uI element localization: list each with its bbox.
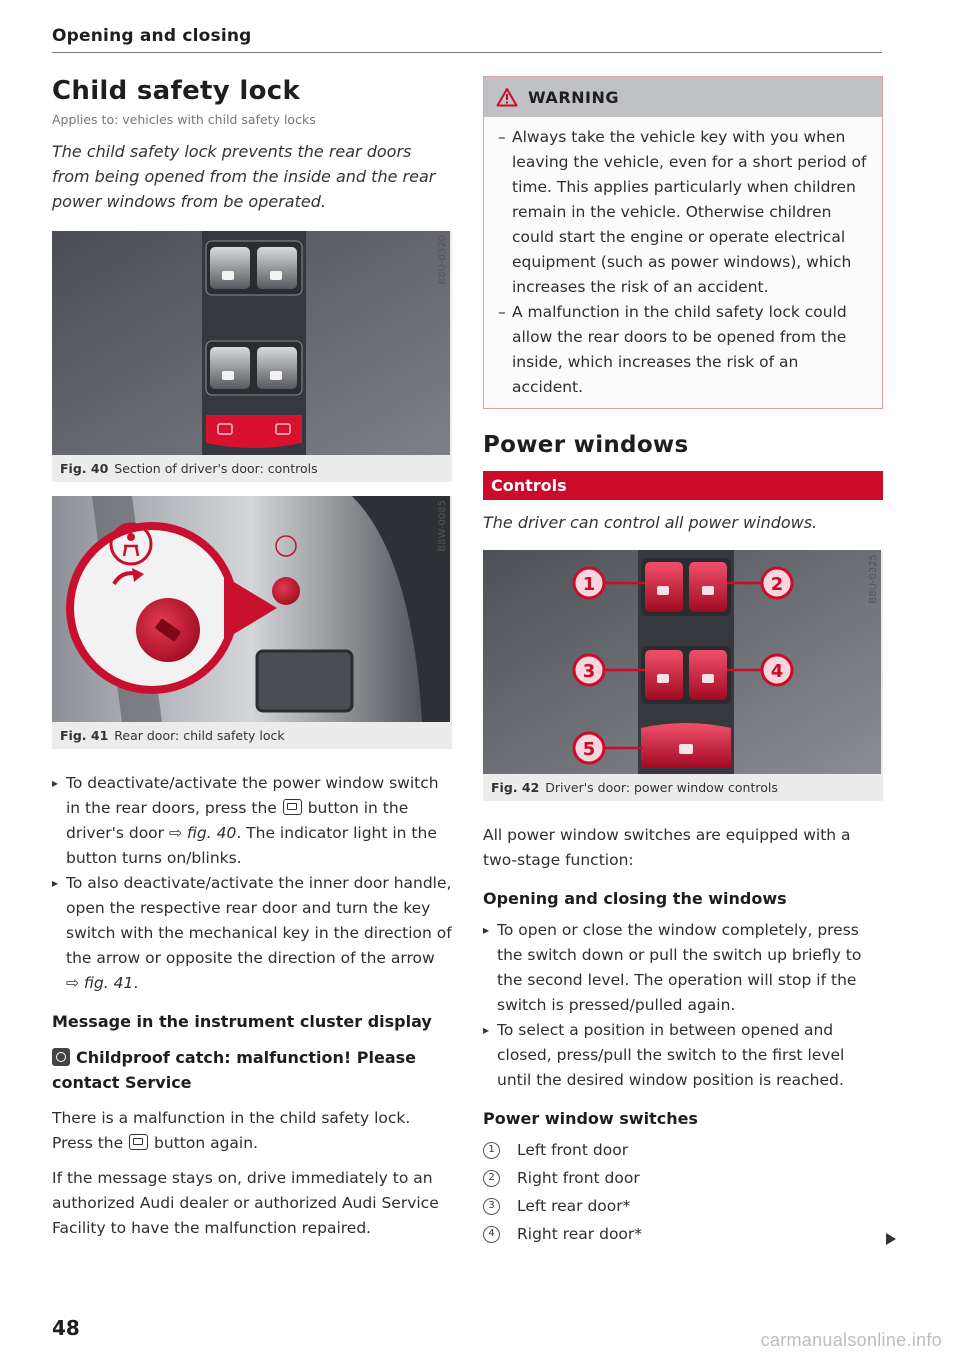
callout-5: 5	[582, 739, 596, 760]
figure-41-caption	[52, 722, 452, 749]
fig-41-reference[interactable]: ⇨ fig. 41	[66, 974, 134, 992]
warning-header	[484, 77, 882, 117]
opening-closing-steps	[483, 918, 883, 1093]
callout-1: 1	[582, 574, 596, 595]
child-lock-intro: The child safety lock prevents the rear doors from being opened from the inside and the rear power windows from be operated.	[52, 142, 436, 211]
watermark: carmanualsonline.info	[760, 1330, 942, 1350]
callout-2: 2	[770, 574, 784, 595]
warning-list	[484, 117, 882, 408]
switch-item: 4 Right rear door*	[483, 1220, 883, 1248]
figure-42-image	[483, 550, 881, 774]
warning-item: – Always take the vehicle key with you when leaving the vehicle, even for a short period of time. This applies particularly when children remain in the vehicle. Otherwise children could start the engine or operate electrical equipment (such as power windows), which increases the risk of an accident.	[498, 125, 868, 300]
warning-item: – A malfunction in the child safety lock could allow the rear doors to be opened from the inside, which increases the risk of an accident.	[498, 300, 868, 400]
figure-42-caption	[483, 774, 883, 801]
two-stage-paragraph: All power window switches are equipped with a two-stage function:	[483, 826, 851, 869]
figure-42	[483, 550, 883, 801]
child-lock-button-icon	[129, 1134, 148, 1150]
figure-40-code: B8U-0320	[437, 235, 448, 285]
figure-40-caption	[52, 455, 452, 482]
warning-title: WARNING	[528, 87, 619, 107]
power-windows-intro: The driver can control all power windows.	[483, 513, 818, 532]
switches-list	[483, 1136, 883, 1248]
fig-40-reference[interactable]: ⇨ fig. 40	[168, 824, 237, 842]
child-lock-steps	[52, 771, 452, 996]
figure-42-code: B8U-0325	[868, 554, 879, 604]
continue-arrow-icon[interactable]	[886, 1233, 896, 1245]
switch-number: 3	[483, 1198, 500, 1215]
figure-41-number: Fig. 41	[60, 728, 109, 743]
figure-41-text: Rear door: child safety lock	[114, 728, 285, 743]
figure-40-image	[52, 231, 450, 455]
child-lock-indicator-icon	[52, 1048, 70, 1066]
figure-41	[52, 496, 452, 749]
controls-bar: Controls	[483, 471, 883, 500]
figure-40-text: Section of driver's door: controls	[114, 461, 318, 476]
page-number: 48	[52, 1316, 80, 1340]
opening-closing-heading: Opening and closing the windows	[483, 889, 787, 908]
applies-note: Applies to: vehicles with child safety locks	[52, 112, 316, 127]
malfunction-paragraph: There is a malfunction in the child safety lock. Press the button again.	[52, 1109, 411, 1152]
switch-item: 1 Left front door	[483, 1136, 883, 1164]
figure-42-number: Fig. 42	[491, 780, 540, 795]
step-deactivate-windows: ▸ To deactivate/activate the power window switch in the rear doors, press the button in the driver's door ⇨ fig. 40. The indicator light in the button turns on/blinks.	[52, 771, 452, 871]
step-deactivate-handle: ▸ To also deactivate/activate the inner door handle, open the respective rear door and turn the key switch with the mechanical key in the direction of the arrow or opposite the direction of the arrow ⇨ fig. 41.	[52, 871, 452, 996]
figure-42-text: Driver's door: power window controls	[545, 780, 778, 795]
figure-41-image	[52, 496, 450, 722]
switch-item: 3 Left rear door*	[483, 1192, 883, 1220]
step-open-close-partial: ▸ To select a position in between opened and closed, press/pull the switch to the first level until the desired window position is reached.	[483, 1018, 883, 1093]
message-title: Childproof catch: malfunction! Please contact Service	[52, 1048, 416, 1092]
child-lock-title: Child safety lock	[52, 76, 301, 106]
header-rule	[52, 52, 882, 53]
child-lock-button-icon	[283, 799, 302, 815]
section-header: Opening and closing	[52, 26, 252, 46]
switch-number: 1	[483, 1142, 500, 1159]
right-column	[483, 76, 883, 1248]
switches-heading: Power window switches	[483, 1109, 698, 1128]
figure-40-number: Fig. 40	[60, 461, 109, 476]
figure-40	[52, 231, 452, 482]
service-paragraph: If the message stays on, drive immediately to an authorized Audi dealer or authorized Audi Service Facility to have the malfunction repaired.	[52, 1169, 439, 1237]
warning-triangle-icon	[496, 87, 518, 107]
power-windows-title: Power windows	[483, 432, 689, 458]
callout-3: 3	[582, 661, 596, 682]
switch-number: 2	[483, 1170, 500, 1187]
switch-item: 2 Right front door	[483, 1164, 883, 1192]
switch-number: 4	[483, 1226, 500, 1243]
warning-box	[483, 76, 883, 409]
left-column	[52, 76, 452, 1241]
step-open-close-full: ▸ To open or close the window completely, press the switch down or pull the switch up briefly to the second level. The operation will stop if the switch is pressed/pulled again.	[483, 918, 883, 1018]
figure-41-code: B8W-0085	[437, 500, 448, 552]
message-heading: Message in the instrument cluster display	[52, 1012, 432, 1031]
callout-4: 4	[770, 661, 784, 682]
